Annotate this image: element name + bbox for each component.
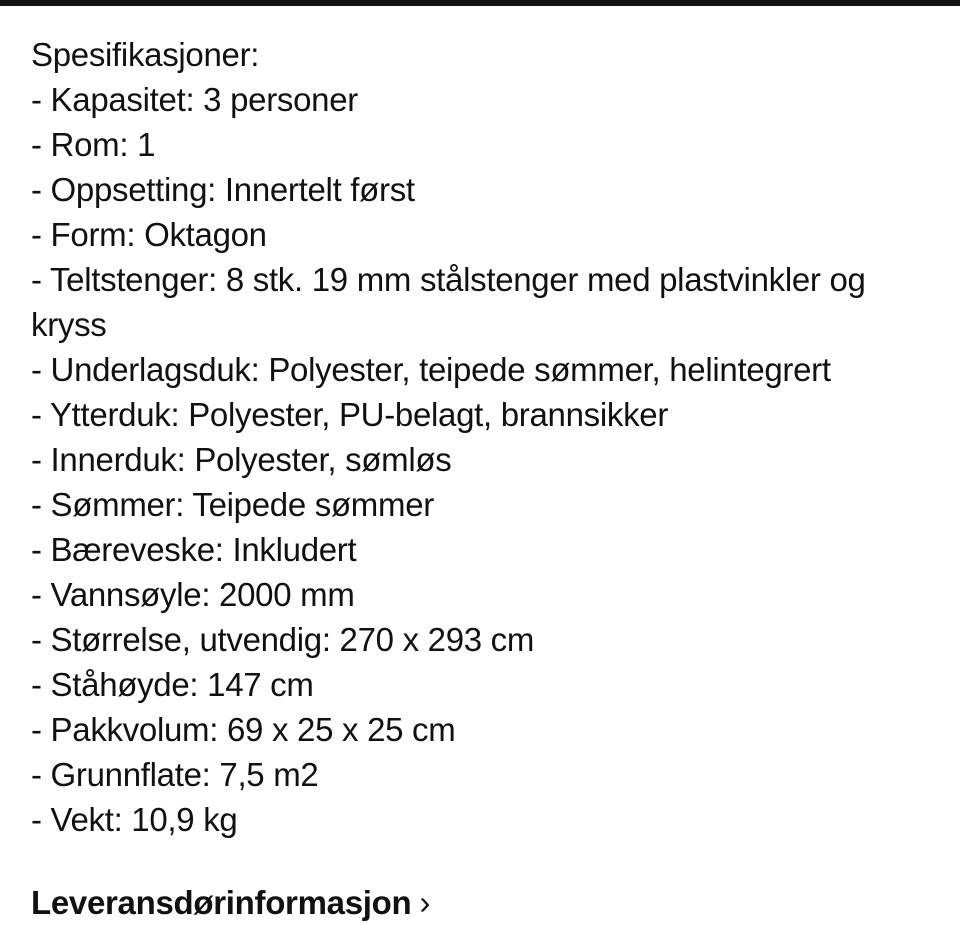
- delivery-info-label: Leveransdørinformasjon: [31, 884, 412, 921]
- spec-item-standing-height: - Ståhøyde: 147 cm: [31, 666, 314, 703]
- spec-item-poles: - Teltstenger: 8 stk. 19 mm stålstenger med plastvinkler og kryss: [31, 261, 866, 343]
- specifications-text: [31, 32, 941, 842]
- spec-item-pack-volume: - Pakkvolum: 69 x 25 x 25 cm: [31, 711, 456, 748]
- delivery-info-link[interactable]: [31, 880, 430, 925]
- spec-item-rooms: - Rom: 1: [31, 126, 156, 163]
- chevron-right-icon: ›: [419, 884, 431, 921]
- specs-heading: Spesifikasjoner:: [31, 36, 260, 73]
- spec-item-size: - Størrelse, utvendig: 270 x 293 cm: [31, 621, 535, 658]
- top-divider: [0, 0, 960, 6]
- spec-item-setup: - Oppsetting: Innertelt først: [31, 171, 415, 208]
- spec-item-carry-bag: - Bæreveske: Inkludert: [31, 531, 357, 568]
- spec-item-groundsheet: - Underlagsduk: Polyester, teipede sømmer, helintegrert: [31, 351, 831, 388]
- spec-item-weight: - Vekt: 10,9 kg: [31, 801, 238, 838]
- spec-item-water-column: - Vannsøyle: 2000 mm: [31, 576, 355, 613]
- spec-item-inner-fabric: - Innerduk: Polyester, sømløs: [31, 441, 452, 478]
- spec-item-capacity: - Kapasitet: 3 personer: [31, 81, 358, 118]
- spec-item-outer-fabric: - Ytterduk: Polyester, PU-belagt, brannsikker: [31, 396, 669, 433]
- spec-item-shape: - Form: Oktagon: [31, 216, 267, 253]
- spec-item-seams: - Sømmer: Teipede sømmer: [31, 486, 434, 523]
- spec-item-floor-area: - Grunnflate: 7,5 m2: [31, 756, 319, 793]
